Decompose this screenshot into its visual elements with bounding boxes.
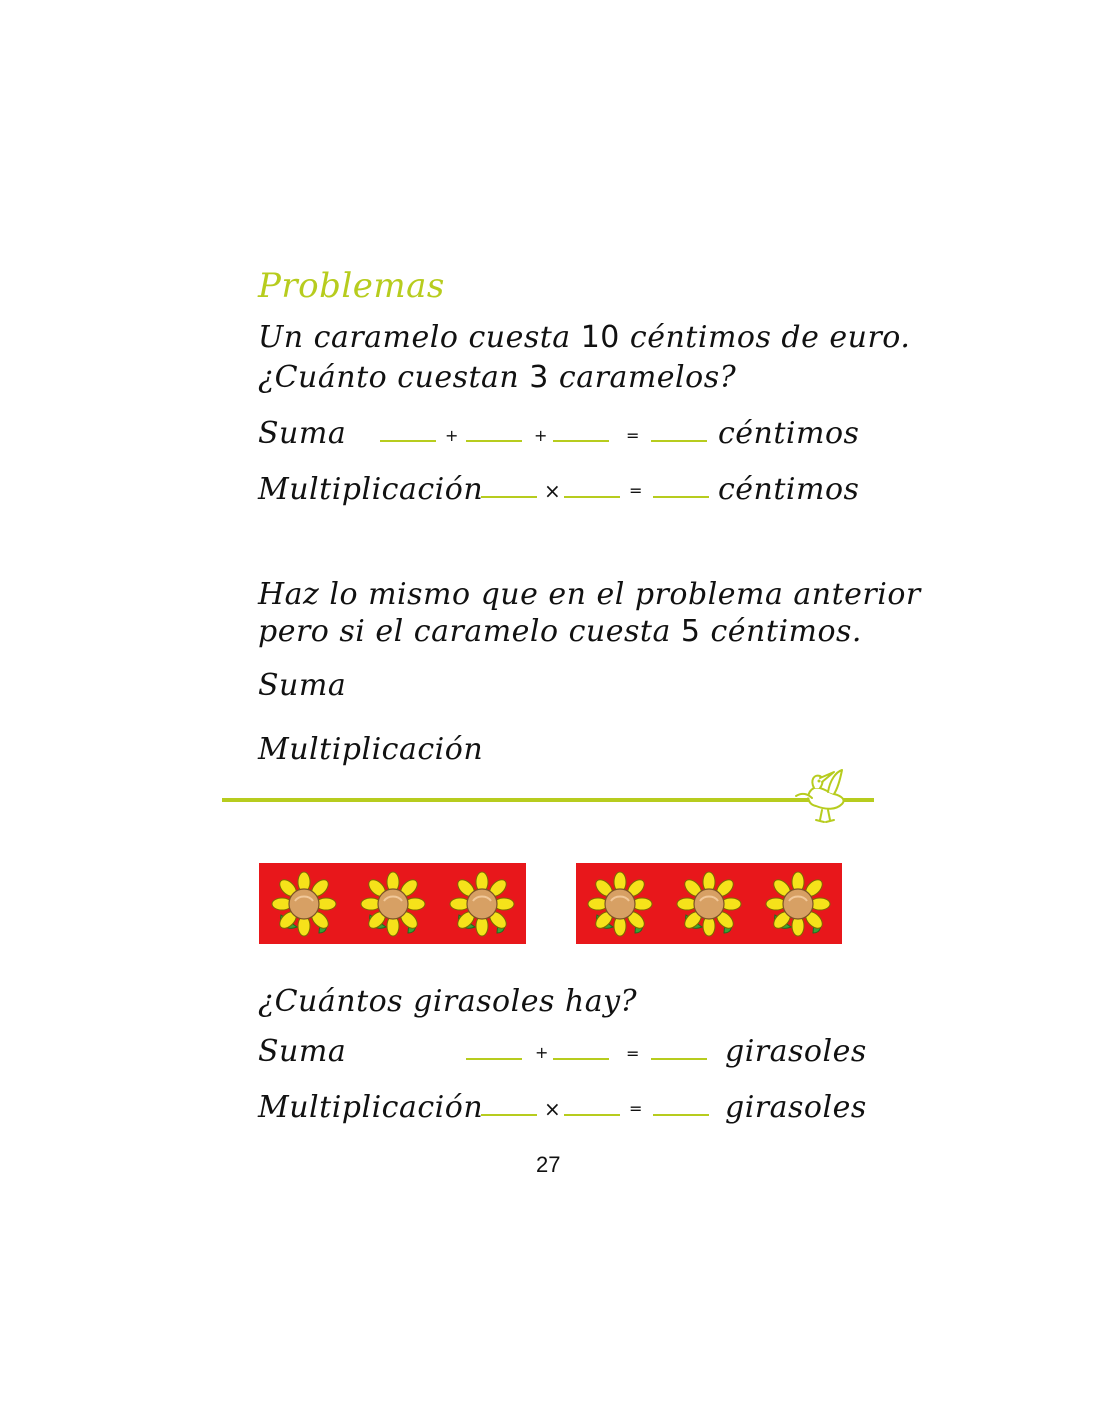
- problem1-line2: [258, 360, 736, 395]
- problem3-mult-blank-1[interactable]: [481, 1114, 537, 1116]
- equals-sign: =: [626, 1044, 640, 1063]
- problem1-suma-label: Suma: [258, 416, 347, 451]
- plus-sign: +: [534, 426, 548, 445]
- problem3-suma-blank-2[interactable]: [553, 1058, 609, 1060]
- problem1-quantity: 3: [529, 360, 549, 395]
- problem2-line2-post: céntimos.: [700, 614, 862, 649]
- problem1-mult-blank-2[interactable]: [564, 496, 620, 498]
- section-title: Problemas: [258, 266, 445, 306]
- problem1-price: 10: [580, 320, 620, 355]
- sunflower-icon: [360, 871, 426, 937]
- problem2-line2: [258, 614, 862, 649]
- problem3-suma-label: Suma: [258, 1034, 347, 1069]
- sunflower-panel-left: [259, 863, 526, 944]
- sunflower-icon: [449, 871, 515, 937]
- problem1-mult-unit: céntimos: [718, 472, 860, 507]
- problem2-line2-pre: pero si el caramelo cuesta: [258, 614, 681, 649]
- problem2-price: 5: [680, 614, 701, 649]
- sunflower-panel-right: [576, 863, 842, 944]
- equals-sign: =: [629, 1099, 643, 1118]
- problem1-mult-label: Multiplicación: [258, 472, 484, 507]
- problem1-line2-pre: ¿Cuánto cuestan: [258, 360, 530, 395]
- problem1-suma-result-blank[interactable]: [651, 440, 707, 442]
- equals-sign: =: [629, 481, 643, 500]
- sunflower-icon: [271, 871, 337, 937]
- problem1-suma-blank-2[interactable]: [466, 440, 522, 442]
- problem1-line1-pre: Un caramelo cuesta: [258, 320, 581, 355]
- problem3-question: ¿Cuántos girasoles hay?: [258, 984, 638, 1019]
- sunflower-icon: [765, 871, 831, 937]
- page-number: 27: [536, 1152, 561, 1177]
- problem1-suma-unit: céntimos: [718, 416, 860, 451]
- problem3-mult-blank-2[interactable]: [564, 1114, 620, 1116]
- problem3-mult-result-blank[interactable]: [653, 1114, 709, 1116]
- problem1-mult-result-blank[interactable]: [653, 496, 709, 498]
- problem3-suma-unit: girasoles: [725, 1034, 867, 1069]
- problem1-suma-blank-1[interactable]: [380, 440, 436, 442]
- problem2-mult-label: Multiplicación: [258, 732, 484, 767]
- problem1-suma-blank-3[interactable]: [553, 440, 609, 442]
- sunflower-icon: [676, 871, 742, 937]
- times-sign: ×: [544, 479, 561, 503]
- times-sign: ×: [544, 1097, 561, 1121]
- problem3-mult-label: Multiplicación: [258, 1090, 484, 1125]
- problem2-line1: Haz lo mismo que en el problema anterior: [258, 577, 921, 612]
- sunflower-icon: [587, 871, 653, 937]
- bird-icon: [776, 766, 852, 830]
- problem3-suma-blank-1[interactable]: [466, 1058, 522, 1060]
- problem1-line1-post: céntimos de euro.: [619, 320, 911, 355]
- equals-sign: =: [626, 426, 640, 445]
- problem3-suma-result-blank[interactable]: [651, 1058, 707, 1060]
- problem2-suma-label: Suma: [258, 668, 347, 703]
- plus-sign: +: [535, 1043, 549, 1062]
- problem1-line2-post: caramelos?: [548, 360, 737, 395]
- problem1-mult-blank-1[interactable]: [481, 496, 537, 498]
- plus-sign: +: [445, 426, 459, 445]
- problem3-mult-unit: girasoles: [725, 1090, 867, 1125]
- problem1-line1: [258, 320, 910, 355]
